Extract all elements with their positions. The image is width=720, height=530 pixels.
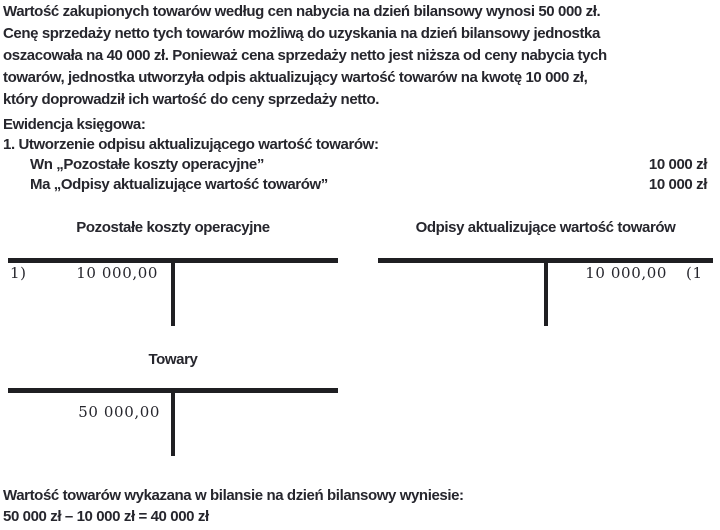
- t-account-debit-entry: [10, 264, 158, 282]
- posting-account: Wn „Pozostałe koszty operacyjne”: [30, 156, 264, 173]
- t-account-divider: [171, 258, 175, 326]
- t-account-title: Odpisy aktualizujące wartość towarów: [415, 219, 676, 236]
- credit-ref: (1: [686, 264, 703, 282]
- posting-account: Ma „Odpisy aktualizujące wartość towarów”: [30, 176, 328, 193]
- posting-amount: 10 000 zł: [648, 176, 707, 193]
- t-account-title: Pozostałe koszty operacyjne: [76, 219, 270, 236]
- summary-line: 50 000 zł – 10 000 zł = 40 000 zł: [3, 508, 209, 525]
- debit-amount: 50 000,00: [78, 403, 160, 421]
- debit-ref: 1): [10, 264, 27, 282]
- t-account-divider: [171, 388, 175, 456]
- posting-amount: 10 000 zł: [648, 156, 707, 173]
- credit-amount: 10 000,00: [585, 264, 667, 282]
- summary-line: Wartość towarów wykazana w bilansie na dzień bilansowy wyniesie:: [3, 487, 464, 504]
- ledger-entry-title: 1. Utworzenie odpisu aktualizującego wartość towarów:: [3, 136, 379, 153]
- ledger-heading: Ewidencja księgowa:: [3, 116, 146, 133]
- intro-line: który doprowadził ich wartość do ceny sprzedaży netto.: [3, 91, 379, 108]
- intro-line: oszacowała na 40 000 zł. Ponieważ cena sprzedaży netto jest niższa od ceny nabycia tych: [3, 47, 607, 64]
- intro-line: Wartość zakupionych towarów według cen nabycia na dzień bilansowy wynosi 50 000 zł.: [3, 3, 601, 20]
- debit-amount: 10 000,00: [76, 264, 158, 282]
- posting-row: [30, 175, 707, 195]
- intro-line: Cenę sprzedaży netto tych towarów możliwą do uzyskania na dzień bilansowy jednostka: [3, 25, 600, 42]
- posting-row: [30, 155, 707, 175]
- t-account-title: Towary: [148, 351, 198, 368]
- intro-line: towarów, jednostka utworzyła odpis aktualizujący wartość towarów na kwotę 10 000 zł,: [3, 69, 588, 86]
